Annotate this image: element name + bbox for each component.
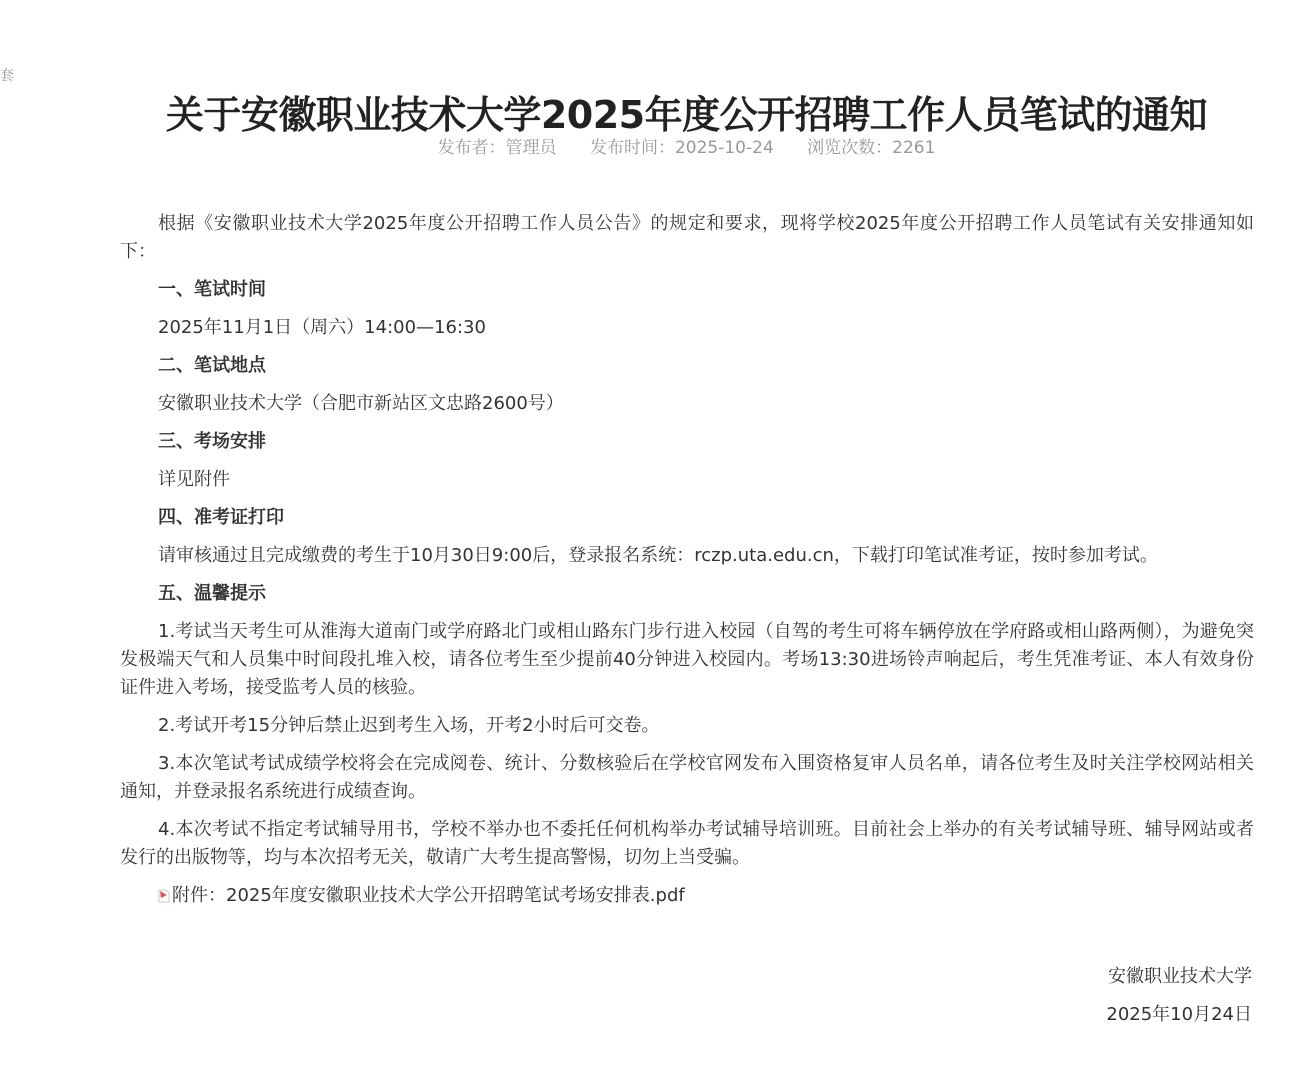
article-body (120, 210, 1254, 920)
tip-paragraph-2: 2.考试开考15分钟后禁止迟到考生入场，开考2小时后可交卷。 (158, 715, 660, 736)
section-body-arrangement: 详见附件 (158, 469, 230, 490)
signature-date: 2025年10月24日 (1106, 1004, 1252, 1025)
signature-block (1106, 958, 1252, 1034)
section-body-time: 2025年11月1日（周六）14:00—16:30 (158, 317, 486, 338)
article-meta (0, 136, 1316, 160)
section-heading-admission-ticket: 四、准考证打印 (158, 507, 284, 528)
pdf-file-icon (158, 884, 170, 898)
publish-time: 发布时间：2025-10-24 (589, 138, 774, 158)
tip-paragraph-4: 4.本次考试不指定考试辅导用书，学校不举办也不委托任何机构举办考试辅导培训班。目前社会上举办的有关考试辅导班、辅导网站或者发行的出版物等，均与本次招考无关，敬请广大考生提高警惕，切勿上当受骗。 (120, 819, 1254, 868)
intro-paragraph: 根据《安徽职业技术大学2025年度公开招聘工作人员公告》的规定和要求，现将学校2025年度公开招聘工作人员笔试有关安排通知如下： (120, 213, 1254, 262)
attachment-link[interactable]: 附件：2025年度安徽职业技术大学公开招聘笔试考场安排表.pdf (172, 885, 685, 906)
section-heading-arrangement: 三、考场安排 (158, 431, 266, 452)
sidebar-edge-text: 套 (0, 68, 14, 84)
signature-org: 安徽职业技术大学 (1108, 966, 1252, 987)
article-title: 关于安徽职业技术大学2025年度公开招聘工作人员笔试的通知 (165, 93, 1208, 138)
section-heading-time: 一、笔试时间 (158, 279, 266, 300)
section-body-location: 安徽职业技术大学（合肥市新站区文忠路2600号） (158, 393, 564, 414)
view-count: 浏览次数：2261 (807, 138, 936, 158)
publisher: 发布者：管理员 (437, 138, 557, 158)
tip-paragraph-3: 3.本次笔试考试成绩学校将会在完成阅卷、统计、分数核验后在学校官网发布入围资格复审人员名单，请各位考生及时关注学校网站相关通知，并登录报名系统进行成绩查询。 (120, 753, 1254, 802)
tip-paragraph-1: 1.考试当天考生可从淮海大道南门或学府路北门或相山路东门步行进入校园（自驾的考生可将车辆停放在学府路或相山路两侧），为避免突发极端天气和人员集中时间段扎堆入校，请各位考生至少提前40分钟进入校园内。考场13:30进场铃声响起后，考生凭准考证、本人有效身份证件进入考场，接受监考人员的核验。 (120, 621, 1254, 698)
attachment-row (120, 882, 1254, 910)
section-heading-location: 二、笔试地点 (158, 355, 266, 376)
section-heading-tips: 五、温馨提示 (158, 583, 266, 604)
section-body-admission-ticket: 请审核通过且完成缴费的考生于10月30日9:00后，登录报名系统：rczp.uta.edu.cn，下载打印笔试准考证，按时参加考试。 (158, 545, 1158, 566)
